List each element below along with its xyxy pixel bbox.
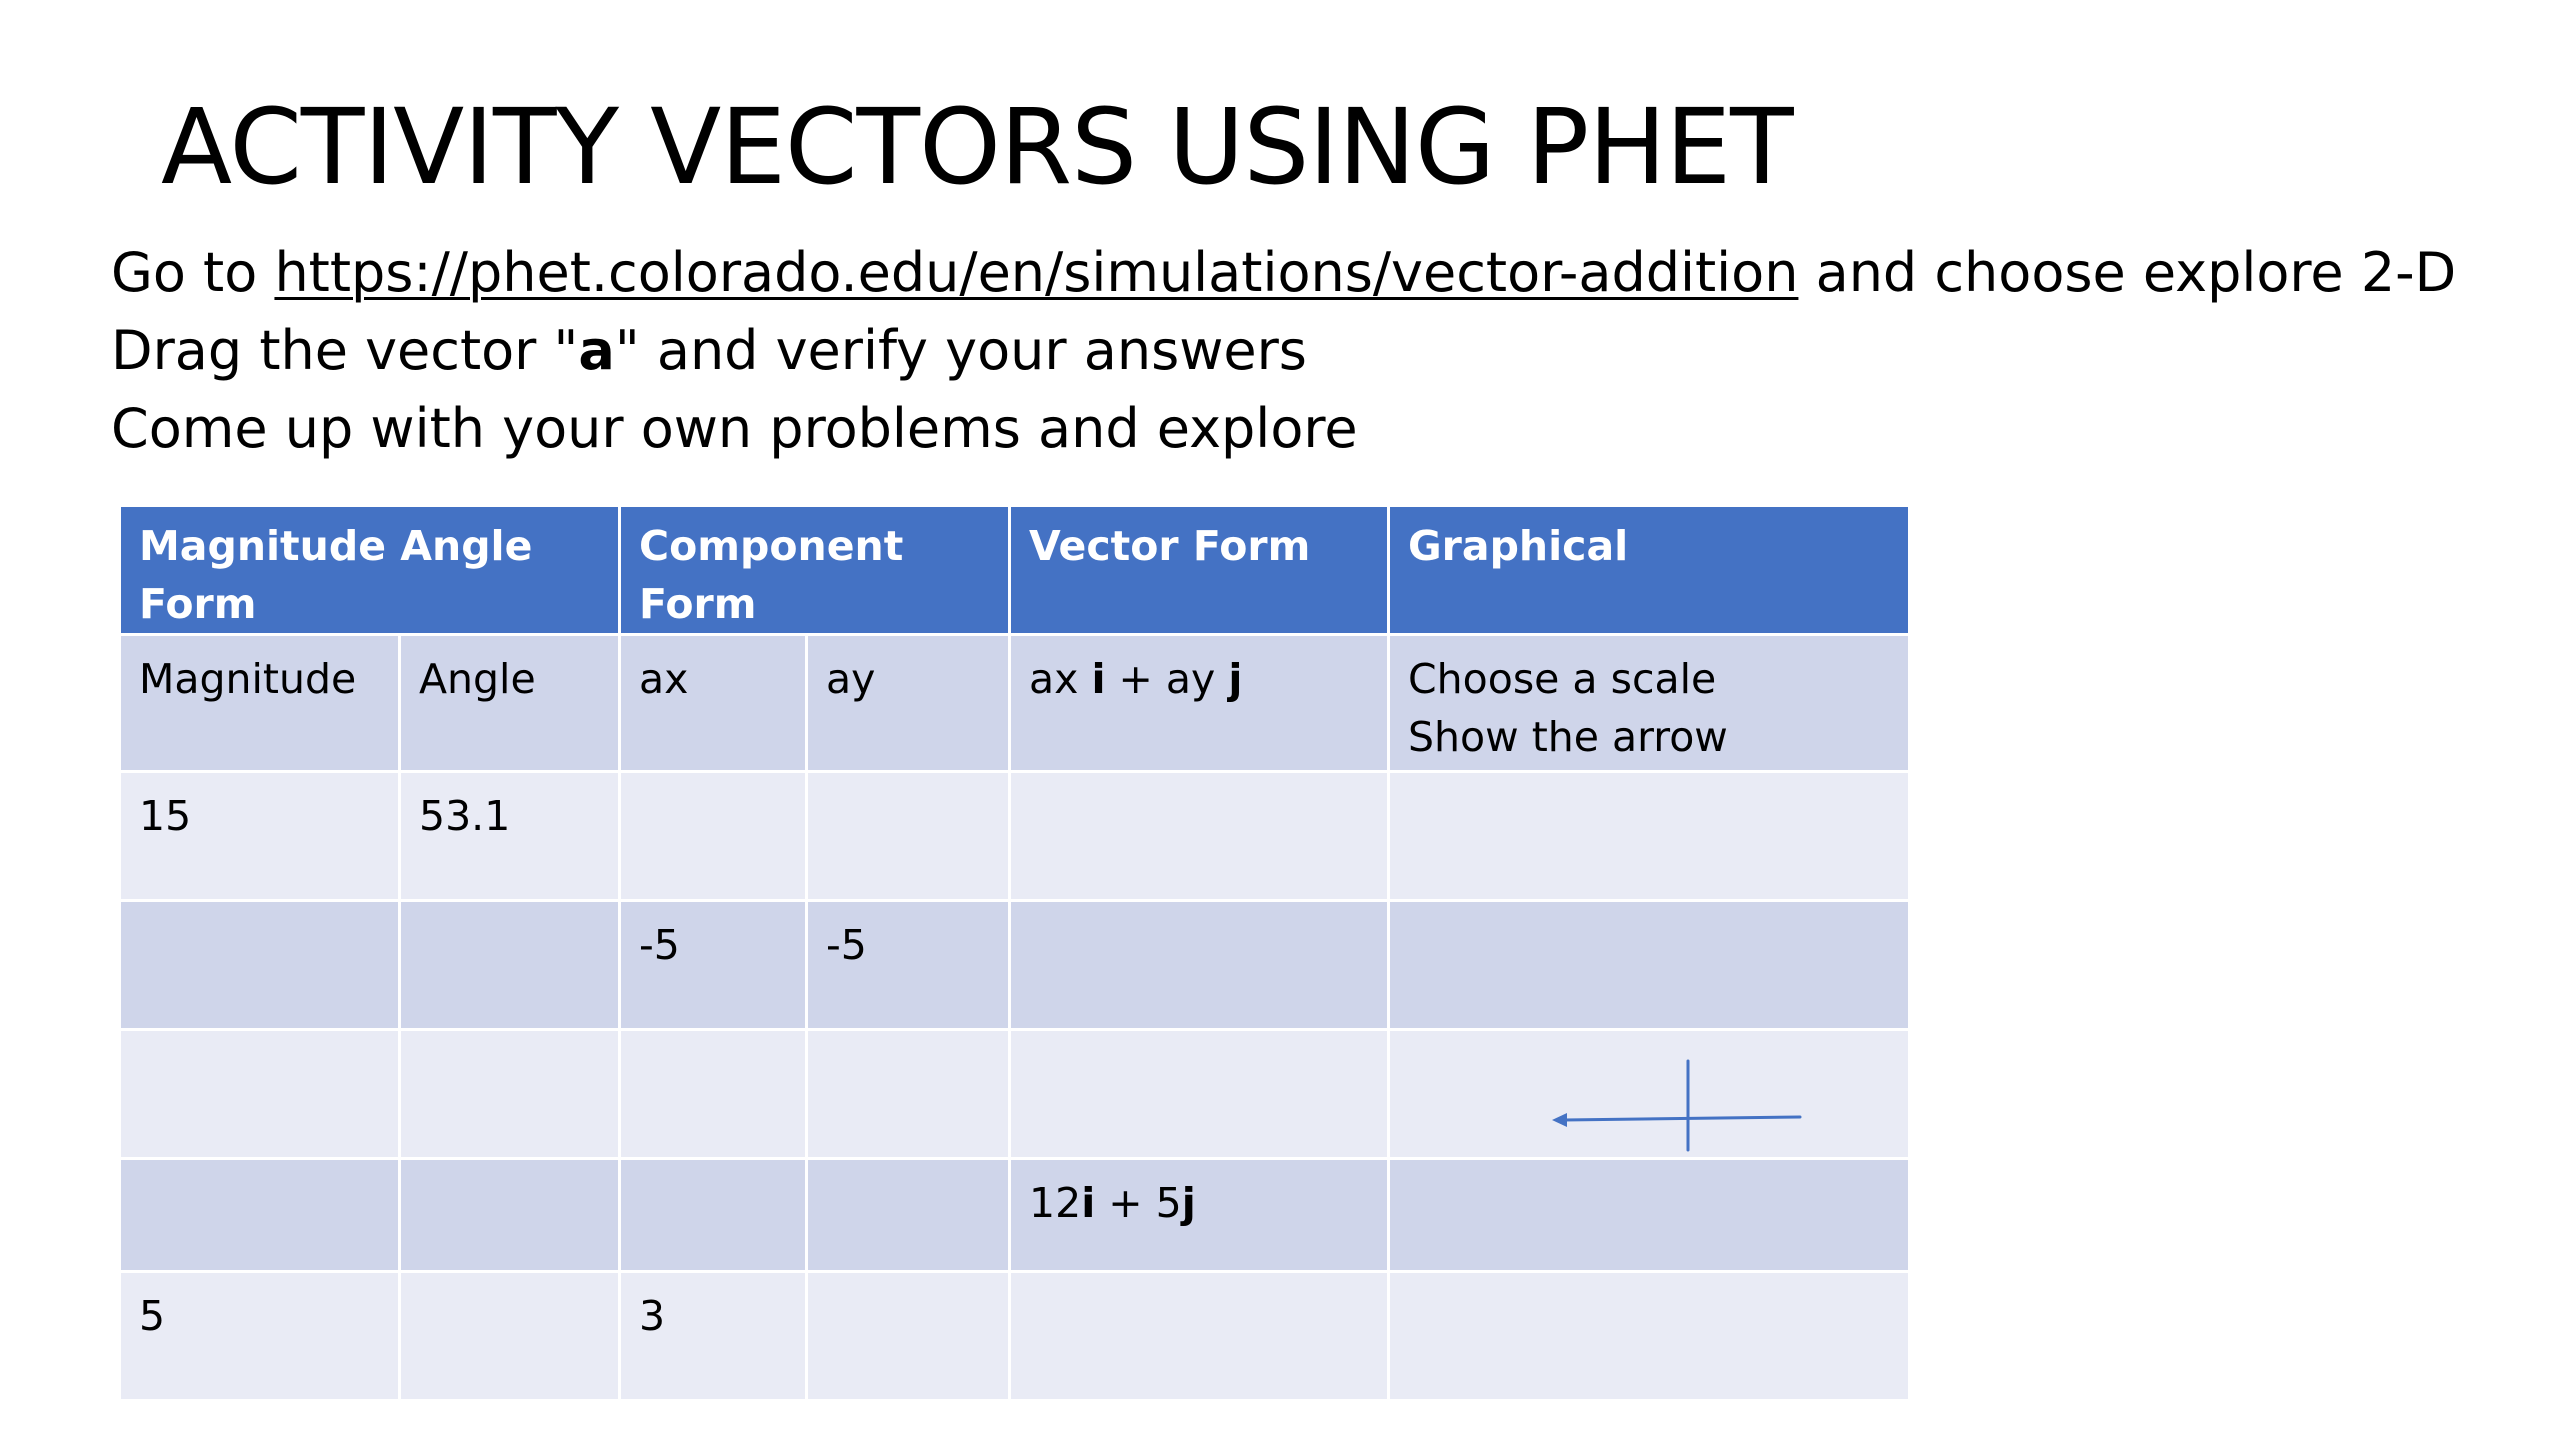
slide-title: ACTIVITY VECTORS USING PHET xyxy=(161,86,1793,208)
graphical-line-2: Show the arrow xyxy=(1408,713,1728,761)
table-row xyxy=(120,772,1910,901)
subheader-magnitude: Magnitude xyxy=(120,635,400,772)
table-header-row xyxy=(120,506,1910,635)
unit-j: j xyxy=(1181,1179,1196,1227)
table-row xyxy=(120,1272,1910,1401)
cell-ax xyxy=(620,1030,807,1159)
cell-ax: -5 xyxy=(620,901,807,1030)
instruction-1-prefix: Go to xyxy=(111,241,275,304)
unit-i: i xyxy=(1081,1179,1096,1227)
cell-ax xyxy=(620,1159,807,1272)
cell-angle xyxy=(400,1159,620,1272)
header-graphical: Graphical xyxy=(1389,506,1910,635)
cell-ay: -5 xyxy=(807,901,1010,1030)
hand-drawn-arrow-icon xyxy=(1550,1056,1810,1156)
table-row xyxy=(120,901,1910,1030)
cell-ay xyxy=(807,1030,1010,1159)
table-row xyxy=(120,1159,1910,1272)
vector-a-label: a xyxy=(578,319,615,382)
cell-graphical xyxy=(1389,1030,1910,1159)
cell-magnitude: 15 xyxy=(120,772,400,901)
instruction-line-3: Come up with your own problems and explore xyxy=(111,397,1358,460)
vectors-table xyxy=(118,504,1911,1402)
cell-ay xyxy=(807,772,1010,901)
cell-vector xyxy=(1010,1272,1389,1401)
cell-ay xyxy=(807,1272,1010,1401)
header-magnitude-angle: Magnitude Angle Form xyxy=(120,506,620,635)
cell-graphical xyxy=(1389,772,1910,901)
cell-graphical xyxy=(1389,1272,1910,1401)
cell-magnitude xyxy=(120,1159,400,1272)
graphical-line-1: Choose a scale xyxy=(1408,655,1717,703)
cell-graphical xyxy=(1389,1159,1910,1272)
instructions xyxy=(111,234,2456,468)
instruction-2-prefix: Drag the vector " xyxy=(111,319,579,382)
subheader-vector xyxy=(1010,635,1389,772)
subheader-vector-mid: + ay xyxy=(1105,655,1229,703)
cell-magnitude: 5 xyxy=(120,1272,400,1401)
cell-vector xyxy=(1010,901,1389,1030)
instruction-line-1 xyxy=(111,234,2456,312)
cell-angle xyxy=(400,1272,620,1401)
header-component: Component Form xyxy=(620,506,1010,635)
cell-angle: 53.1 xyxy=(400,772,620,901)
instruction-2-suffix: " and verify your answers xyxy=(614,319,1307,382)
subheader-ax: ax xyxy=(620,635,807,772)
unit-j: j xyxy=(1228,655,1243,703)
cell-magnitude xyxy=(120,1030,400,1159)
cell-angle xyxy=(400,901,620,1030)
cell-vector xyxy=(1010,1159,1389,1272)
cell-graphical xyxy=(1389,901,1910,1030)
cell-ax xyxy=(620,772,807,901)
unit-i: i xyxy=(1091,655,1106,703)
cell-ax: 3 xyxy=(620,1272,807,1401)
header-vector: Vector Form xyxy=(1010,506,1389,635)
vector-x-value: 12 xyxy=(1029,1179,1082,1227)
instruction-1-suffix: and choose explore 2-D xyxy=(1798,241,2457,304)
subheader-vector-prefix: ax xyxy=(1029,655,1092,703)
subheader-angle: Angle xyxy=(400,635,620,772)
cell-vector xyxy=(1010,1030,1389,1159)
table-row xyxy=(120,1030,1910,1159)
table-subheader-row xyxy=(120,635,1910,772)
cell-magnitude xyxy=(120,901,400,1030)
vector-y-value: + 5 xyxy=(1095,1179,1182,1227)
instruction-line-2 xyxy=(111,312,2456,390)
cell-ay xyxy=(807,1159,1010,1272)
subheader-graphical xyxy=(1389,635,1910,772)
phet-link[interactable]: https://phet.colorado.edu/en/simulations/vector-addition xyxy=(274,241,1799,304)
subheader-ay: ay xyxy=(807,635,1010,772)
cell-angle xyxy=(400,1030,620,1159)
cell-vector xyxy=(1010,772,1389,901)
